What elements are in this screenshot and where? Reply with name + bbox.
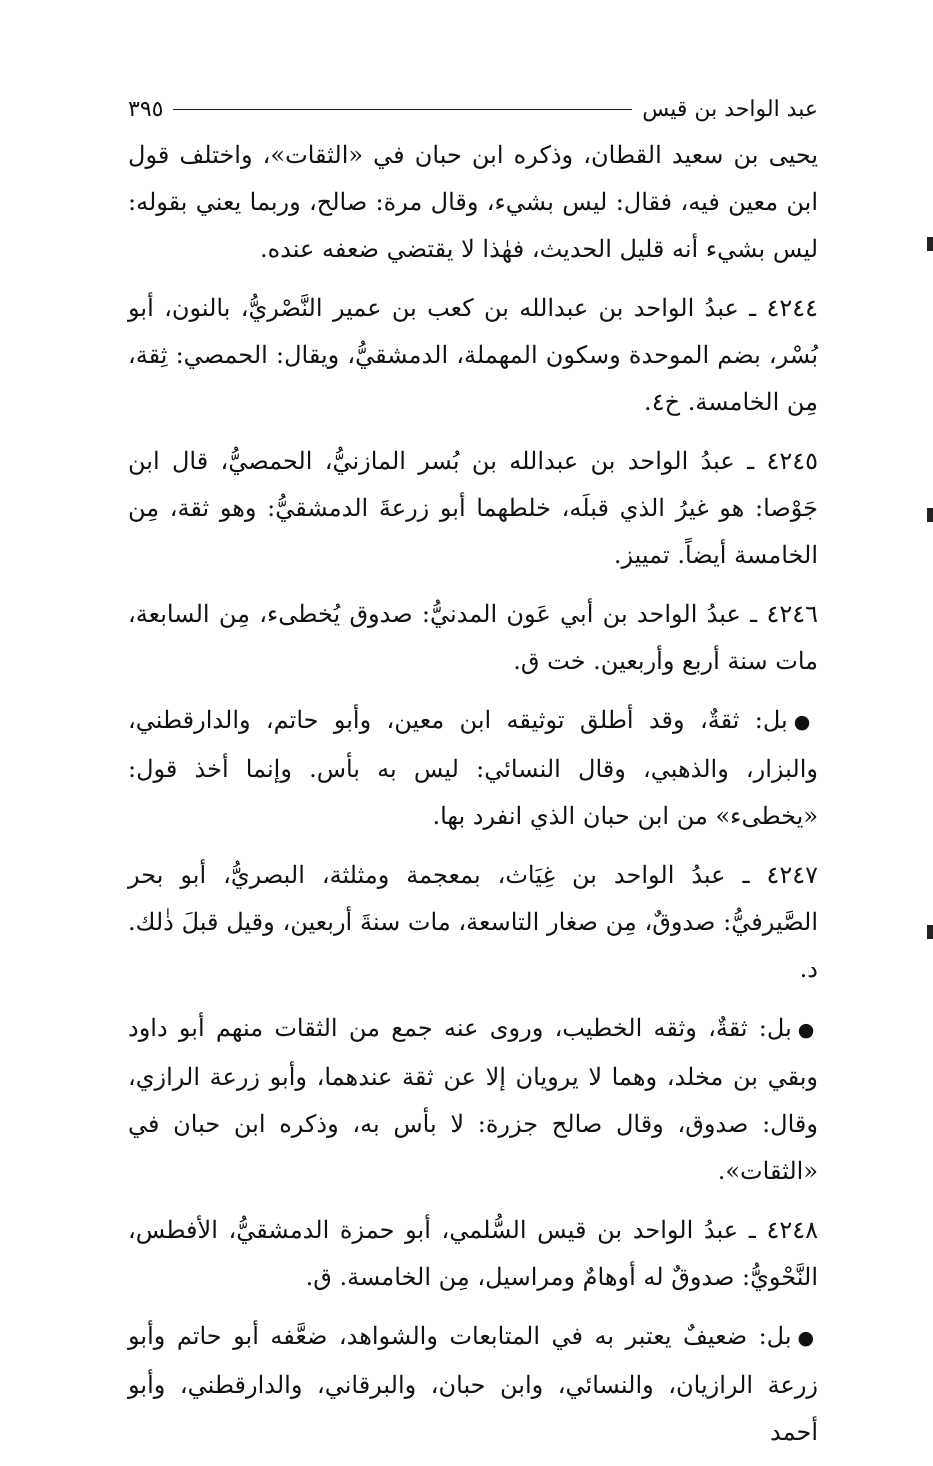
page-edge-mark (927, 508, 933, 522)
paragraph-text: ٤٢٤٥ ـ عبدُ الواحد بن عبدالله بن بُسر المازنيُّ، الحمصيُّ، قال ابن جَوْصا: هو غيرُ الذي قبلَه، خلطهما أبو زرعةَ الدمشقيُّ: وهو ثقة، مِن الخامسة أيضاً. تمييز. (128, 447, 818, 569)
paragraph-text: بل: ثقةٌ، وثقه الخطيب، وروى عنه جمع من الثقات منهم أبو داود وبقي بن مخلد، وهما لا يرويان إلا عن ثقة عندهما، وأبو زرعة الرازي، وقال: صدوق، وقال صالح جزرة: لا بأس به، وذكره ابن حبان في «الثقات». (128, 1014, 818, 1185)
paragraph-text: يحيى بن سعيد القطان، وذكره ابن حبان في «الثقات»، واختلف قول ابن معين فيه، فقال: ليس بشيء، وقال مرة: صالح، وربما يعني بقوله: ليس بشيء أنه قليل الحديث، فهٰذا لا يقتضي ضعفه عنده. (128, 141, 818, 263)
entry-4246 (128, 591, 818, 685)
continuation-paragraph (128, 132, 818, 273)
page-edge-mark (927, 925, 933, 939)
entry-4245 (128, 438, 818, 579)
header-title: عبد الواحد بن قيس (642, 96, 818, 122)
page-edge-mark (927, 237, 933, 251)
commentary-4247 (128, 1005, 818, 1195)
paragraph-text: ٤٢٤٤ ـ عبدُ الواحد بن عبدالله بن كعب بن عمير النَّصْريُّ، بالنون، أبو بُسْر، بضم الموحدة وسكون المهملة، الدمشقيُّ، ويقال: الحمصي: ثِقة، مِن الخامسة. خ٤. (128, 294, 818, 416)
header-rule (173, 109, 632, 110)
bullet-icon: ● (797, 1327, 818, 1349)
paragraph-text: ٤٢٤٧ ـ عبدُ الواحد بن غِيَاث، بمعجمة ومثلثة، البصريُّ، أبو بحر الصَّيرفيُّ: صدوقٌ، مِن صغار التاسعة، مات سنةَ أربعين، وقيل قبلَ ذٰلك. د. (128, 861, 818, 983)
paragraph-text: ٤٢٤٦ ـ عبدُ الواحد بن أبي عَون المدنيُّ: صدوق يُخطىء، مِن السابعة، مات سنة أربع وأربعين. خت ق. (128, 600, 818, 675)
commentary-4246 (128, 697, 818, 840)
entry-4248 (128, 1207, 818, 1301)
running-header (128, 92, 818, 126)
commentary-4248 (128, 1313, 818, 1456)
book-page (128, 92, 818, 1466)
page-number: ٣٩٥ (128, 96, 164, 122)
paragraph-text: بل: ضعيفٌ يعتبر به في المتابعات والشواهد، ضعَّفه أبو حاتم وأبو زرعة الرازيان، والنسائي، وابن حبان، والبرقاني، والدارقطني، وأبو أحمد (128, 1322, 818, 1446)
bullet-icon: ● (793, 711, 818, 733)
entry-4244 (128, 285, 818, 426)
paragraph-text: بل: ثقةٌ، وقد أطلق توثيقه ابن معين، وأبو حاتم، والدارقطني، والبزار، والذهبي، وقال النسائي: ليس به بأس. وإنما أخذ قول: «يخطىء» من ابن حبان الذي انفرد بها. (128, 706, 818, 830)
entry-4247 (128, 852, 818, 993)
paragraph-text: ٤٢٤٨ ـ عبدُ الواحد بن قيس السُّلمي، أبو حمزة الدمشقيُّ، الأفطس، النَّحْويُّ: صدوقٌ له أوهامٌ ومراسيل، مِن الخامسة. ق. (128, 1216, 818, 1291)
bullet-icon: ● (797, 1019, 818, 1041)
